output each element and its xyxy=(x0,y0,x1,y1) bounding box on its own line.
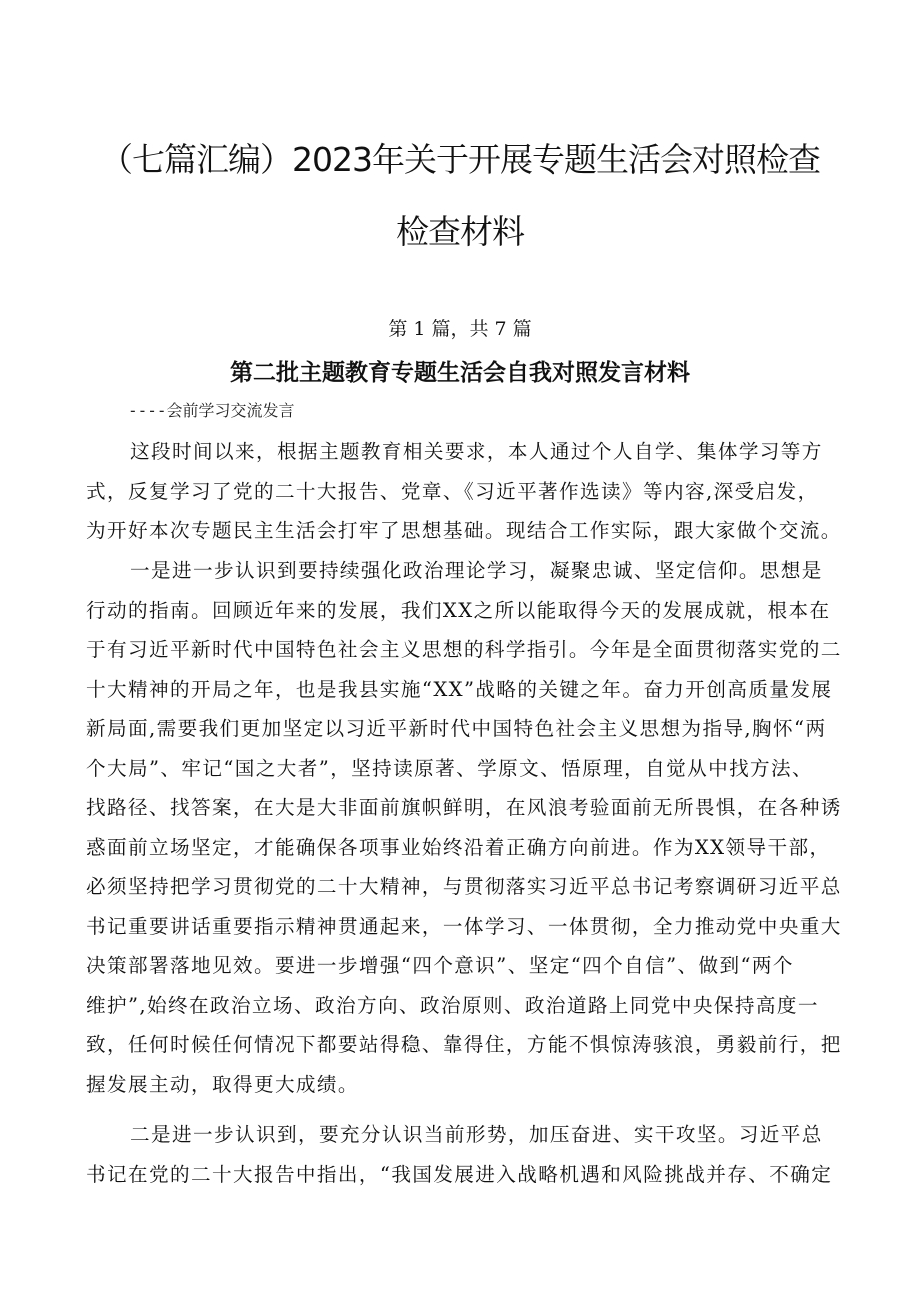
document-title-line-1: （七篇汇编）2023年关于开展专题生活会对照检查 xyxy=(100,140,820,179)
paragraph-line xyxy=(86,1115,858,1155)
paragraph-line: 个大局”、牢记“国之大者”，坚持读原著、学原文、悟原理，自觉从中找方法、 xyxy=(86,756,814,780)
paragraph-line: 握发展主动，取得更大成绩。 xyxy=(86,1072,359,1096)
paragraph-line: 必须坚持把学习贯彻党的二十大精神，与贯彻落实习近平总书记考察调研习近平总 xyxy=(86,875,842,898)
paragraph-line: 惑面前立场坚定，才能确保各项事业始终沿着正确方向前进。作为XX领导干部， xyxy=(86,835,831,859)
paragraph-line: 为开好本次专题民主生活会打牢了思想基础。现结合工作实际，跟大家做个交流。 xyxy=(86,519,842,542)
paragraph-line: 于有习近平新时代中国特色社会主义思想的科学指引。今年是全面贯彻落实党的二 xyxy=(86,638,842,661)
paragraph-1 xyxy=(86,432,858,551)
paragraph-line: 新局面,需要我们更加坚定以习近平新时代中国特色社会主义思想为指导,胸怀“两 xyxy=(86,717,827,740)
paragraph-2 xyxy=(86,551,858,1104)
document-title-line-2: 检查材料 xyxy=(396,212,524,251)
paragraph-line-text: 一是进一步认识到要持续强化政治理论学习，凝聚忠诚、坚定信仰。思想是 xyxy=(130,559,823,582)
paragraph-line: 书记在党的二十大报告中指出，“我国发展进入战略机遇和风险挑战并存、不确定 xyxy=(86,1162,833,1186)
paragraph-line-text: 这段时间以来，根据主题教育相关要求，本人通过个人自学、集体学习等方 xyxy=(130,440,823,463)
paragraph-line: 书记重要讲话重要指示精神贯通起来，一体学习、一体贯彻，全力推动党中央重大 xyxy=(86,914,842,938)
paragraph-line: 致，任何时候任何情况下都要站得稳、靠得住，方能不惧惊涛骇浪，勇毅前行，把 xyxy=(86,1033,842,1056)
paragraph-line: 维护”,始终在政治立场、政治方向、政治原则、政治道路上同党中央保持高度一 xyxy=(86,993,819,1017)
paragraph-line xyxy=(86,551,858,591)
paragraph-line: 十大精神的开局之年，也是我县实施“XX”战略的关键之年。奋力开创高质量发展 xyxy=(86,677,833,701)
paragraph-line: 找路径、找答案，在大是大非面前旗帜鲜明，在风浪考验面前无所畏惧，在各种诱 xyxy=(86,796,842,819)
part-label: 第 1 篇，共 7 篇 xyxy=(388,318,532,340)
section-title: 第二批主题教育专题生活会自我对照发言材料 xyxy=(230,360,690,386)
paragraph-3 xyxy=(86,1115,858,1194)
paragraph-line-text: 二是进一步认识到，要充分认识当前形势，加压奋进、实干攻坚。习近平总 xyxy=(130,1123,823,1146)
section-subtitle: ----会前学习交流发言 xyxy=(128,401,295,420)
paragraph-line: 式，反复学习了党的二十大报告、党章、《习近平著作选读》等内容,深受启发， xyxy=(86,479,819,503)
paragraph-line xyxy=(86,432,858,472)
paragraph-line: 决策部署落地见效。要进一步增强“四个意识”、坚定“四个自信”、做到“两个 xyxy=(86,954,794,977)
paragraph-line: 行动的指南。回顾近年来的发展，我们XX之所以能取得今天的发展成就，根本在 xyxy=(86,598,831,622)
